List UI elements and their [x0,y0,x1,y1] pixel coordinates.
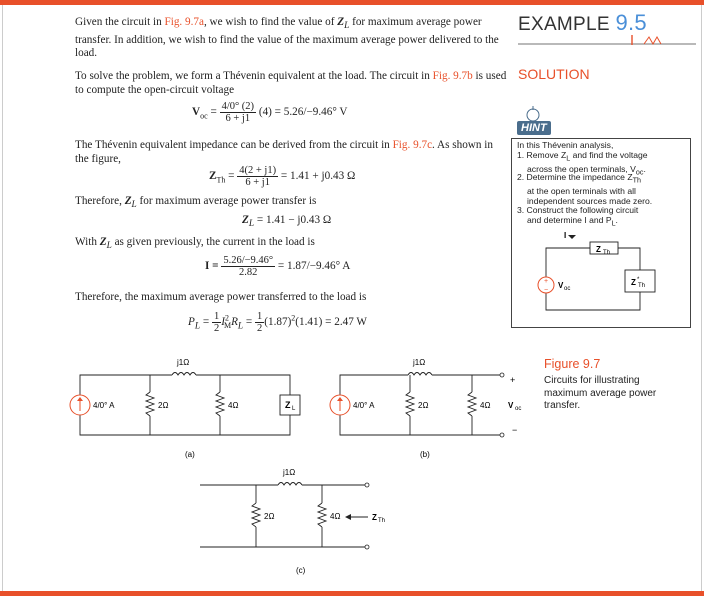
example-heading [518,10,647,36]
paragraph-thevenin-impedance: The Thévenin equivalent impedance can be derived from the circuit in Fig. 9.7c. As shown in the figure, [75,139,493,165]
left-rule [2,5,3,591]
fig-9-7b-link[interactable]: Fig. 9.7b [432,70,473,82]
svg-text:+: + [510,375,516,385]
hint-bulb-icon [521,106,545,122]
inductor-b [408,373,432,376]
example-number: 9.5 [615,10,647,35]
svg-text:−: − [543,287,549,294]
equation-voc: $V_{oc}$ = $\frac{4/0^\circ (2)}{6 + j1}$ (4) = 5.26/−9.46° V [192,101,348,124]
svg-text:4Ω: 4Ω [330,512,341,521]
resistor-2ohm-a [146,392,154,416]
resistor-2ohm-b [406,392,414,416]
svg-text:oc: oc [515,406,522,412]
svg-text:2Ω: 2Ω [264,512,275,521]
svg-text:L: L [292,406,296,412]
fig-9-7a-link[interactable]: Fig. 9.7a [164,16,204,28]
svg-text:(a): (a) [185,450,195,459]
svg-text:−: − [512,425,518,435]
example-underline [518,34,698,48]
equation-zth: $Z_{Th}$ = $\frac{4(2 + j1)}{6 + j1}$ = 1.41 + j0.43 Ω [209,165,356,188]
svg-text:I: I [564,231,567,240]
resistor-4ohm-c [318,503,326,527]
svg-text:4/0° A: 4/0° A [353,401,375,410]
paragraph-load-current: With $Z_L$ as given previously, the current in the load is [75,236,315,252]
intro-paragraph: Given the circuit in Fig. 9.7a, we wish to find the value of $Z_L$ for maximum average power transfer. In addition, we wish to find the value of the maximum average power delivered to the load. [75,16,499,60]
equation-current: I = $\frac{5.26/-9.46^\circ}{2.82}$ = 1.87/−9.46° A [205,255,351,278]
svg-text:j1Ω: j1Ω [413,358,426,367]
svg-text:*: * [637,277,640,283]
hint-current-arrow [568,235,576,239]
hint-step-3: 3. Construct the following circuit and determine I and $P_L$. [517,205,639,228]
example-label: EXAMPLE [518,14,610,35]
svg-text:Z: Z [631,278,636,287]
svg-text:Th: Th [638,283,646,289]
equation-power: $P_L$ = $\frac{1}{2}$ $I^2_MR_L$ = $\frac{1}{2}$ $(1.87)^2(1.41) = 2.47$ W [188,311,367,334]
svg-text:j1Ω: j1Ω [177,358,190,367]
resistor-2ohm-c [252,503,260,527]
svg-text:Z: Z [285,400,291,410]
solution-label: SOLUTION [518,66,590,82]
hint-intro: In this Thévenin analysis, [517,140,614,150]
svg-text:+: + [543,278,549,285]
right-rule [701,5,702,591]
svg-text:4Ω: 4Ω [480,401,491,410]
svg-text:oc: oc [564,286,571,292]
svg-text:Th: Th [603,250,611,256]
hint-step-1: 1. Remove $Z_L$ and find the voltage across the open terminals, $V_{oc}$. [517,150,648,177]
inductor-c [278,483,302,486]
svg-text:Z: Z [372,513,377,522]
svg-text:V: V [508,401,514,410]
resistor-4ohm-b [468,392,476,416]
paragraph-zl-max: Therefore, $Z_L$ for maximum average power transfer is [75,195,317,211]
svg-text:(b): (b) [420,450,430,459]
figure-title: Figure 9.7 [544,357,601,371]
svg-text:(c): (c) [296,566,306,575]
hint-circuit-diagram [530,230,680,320]
inductor-a [172,373,196,376]
svg-text:V: V [558,281,564,290]
resistor-4ohm-a [216,392,224,416]
bottom-accent-bar [0,591,704,596]
svg-text:2Ω: 2Ω [418,401,429,410]
fig-9-7c-link[interactable]: Fig. 9.7c [392,139,433,151]
paragraph-max-power: Therefore, the maximum average power transferred to the load is [75,291,367,303]
top-accent-bar [0,0,704,5]
equation-zl: $Z_L = 1.41 - j0.43$ Ω [242,214,332,230]
svg-text:4/0° A: 4/0° A [93,401,115,410]
circuit-b [320,345,550,460]
svg-text:4Ω: 4Ω [228,401,239,410]
hint-step-2: 2. Determine the impedance $Z_{Th}$ at the open terminals with all independent sources made zero. [517,172,653,206]
figure-caption: Circuits for illustrating maximum average power transfer. [544,375,657,411]
circuit-a [60,345,320,460]
paragraph-open-circuit: To solve the problem, we form a Thévenin equivalent at the load. The circuit in Fig. 9.7b is used to compute the open-circuit voltage [75,70,507,96]
svg-text:Th: Th [378,518,386,524]
svg-text:j1Ω: j1Ω [283,468,296,477]
svg-text:Z: Z [596,245,601,254]
hint-label: HINT [517,121,551,135]
circuit-c [190,465,430,580]
svg-text:2Ω: 2Ω [158,401,169,410]
